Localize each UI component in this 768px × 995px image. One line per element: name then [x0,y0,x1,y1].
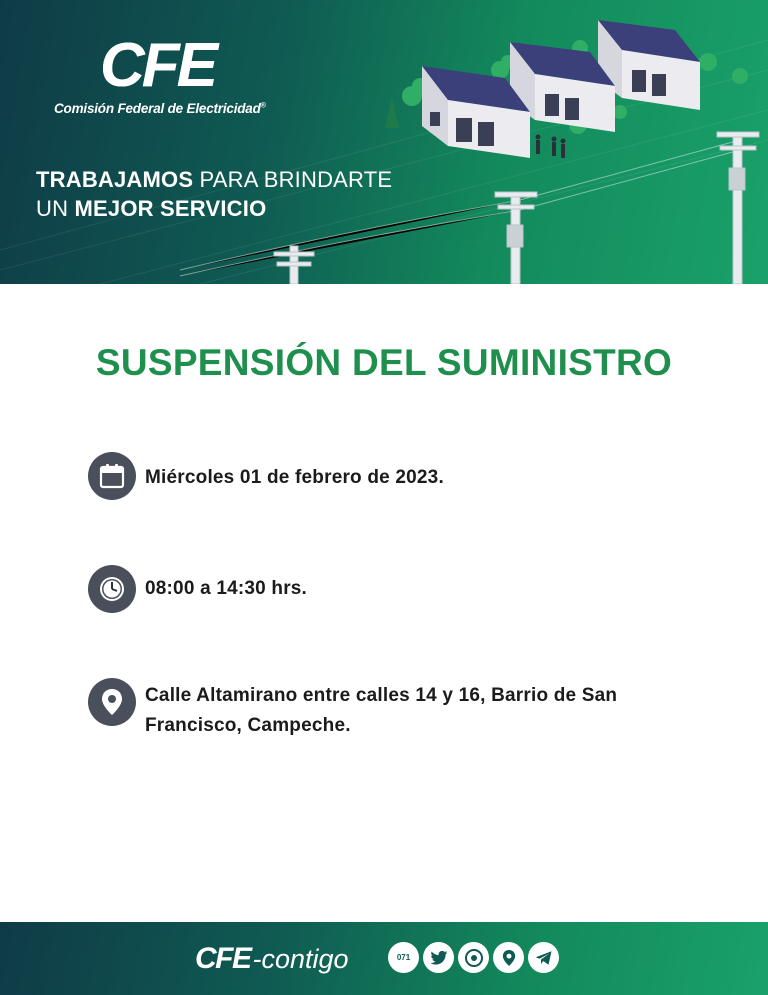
footer-brand-contigo: -contigo [252,944,349,974]
location-pin-icon [88,678,136,726]
organization-name: Comisión Federal de Electricidad® [54,101,266,116]
date-text: Miércoles 01 de febrero de 2023. [145,467,444,488]
app-071-icon[interactable] [458,942,489,973]
header-banner [0,0,768,284]
phone-071-icon[interactable] [388,942,419,973]
cfe-contigo-logo [195,936,349,976]
phone-label: 071 [396,953,411,962]
calendar-icon [88,452,136,500]
location-icon[interactable] [493,942,524,973]
time-text: 08:00 a 14:30 hrs. [145,578,308,599]
slogan-rest-1: PARA BRINDARTE [193,167,393,192]
clock-icon [88,565,136,613]
footer-banner [0,922,768,995]
social-icons [388,942,559,973]
slogan-bold-1: TRABAJAMOS [36,167,194,192]
cfe-logo: CFE [100,31,215,100]
location-text: Calle Altamirano entre calles 14 y 16, Barrio de San Francisco, Campeche. [145,685,618,736]
slogan-start-2: UN [36,196,75,221]
slogan-bold-2: MEJOR SERVICIO [74,196,267,221]
page-title: SUSPENSIÓN DEL SUMINISTRO [95,342,673,383]
telegram-icon[interactable] [528,942,559,973]
twitter-icon[interactable] [423,942,454,973]
slogan [36,165,456,223]
footer-brand-cfe: CFE [195,942,251,975]
